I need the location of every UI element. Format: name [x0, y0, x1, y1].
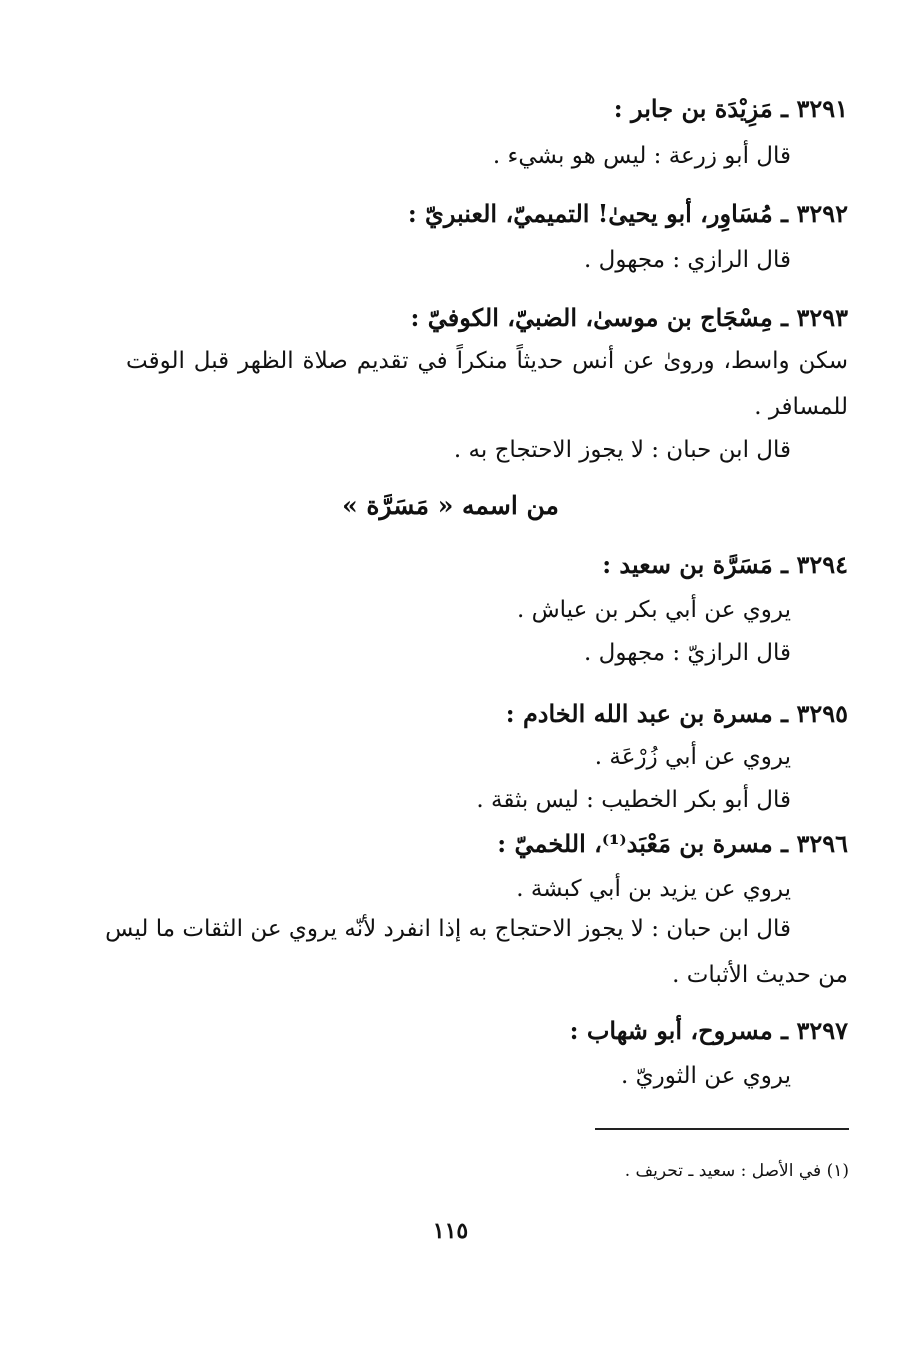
entry-3295-line-2: قال أبو بكر الخطيب : ليس بثقة .: [476, 787, 791, 813]
entry-3293-line-3: قال ابن حبان : لا يجوز الاحتجاج به .: [453, 437, 791, 463]
entry-3296-heading: ٣٢٩٦ ـ مسرة بن مَعْبَد⁽¹⁾، اللخميّ :: [497, 829, 848, 858]
entry-3293-heading: ٣٢٩٣ ـ مِسْجَاج بن موسىٰ، الضبيّ، الكوفيّ :: [410, 303, 848, 332]
entry-3296-line-3: من حديث الأثبات .: [672, 962, 848, 988]
entry-3294-line-2: قال الرازيّ : مجهول .: [584, 640, 791, 666]
entry-3295-line-1: يروي عن أبي زُرْعَة .: [594, 744, 791, 770]
entry-3292-heading: ٣٢٩٢ ـ مُسَاوِر، أبو يحيىٰ! التميميّ، العنبريّ :: [407, 199, 848, 228]
entry-3297-line-1: يروي عن الثوريّ .: [620, 1063, 791, 1089]
entry-3291-heading: ٣٢٩١ ـ مَزِيْدَة بن جابر :: [613, 94, 848, 123]
entry-3296-line-1: يروي عن يزيد بن أبي كبشة .: [516, 876, 791, 902]
entry-3294-heading: ٣٢٩٤ ـ مَسَرَّة بن سعيد :: [602, 550, 848, 579]
footnote: (١) في الأصل : سعيد ـ تحريف .: [624, 1161, 849, 1181]
entry-3296-line-2: قال ابن حبان : لا يجوز الاحتجاج به إذا انفرد لأنّه يروي عن الثقات ما ليس: [105, 916, 791, 942]
page-number: ١١٥: [432, 1218, 469, 1244]
entry-3294-line-1: يروي عن أبي بكر بن عياش .: [516, 597, 791, 623]
entry-3293-line-2: للمسافر .: [754, 394, 848, 420]
entry-3297-heading: ٣٢٩٧ ـ مسروح، أبو شهاب :: [569, 1016, 848, 1045]
entry-3295-heading: ٣٢٩٥ ـ مسرة بن عبد الله الخادم :: [505, 699, 848, 728]
entry-3292-line-1: قال الرازي : مجهول .: [584, 247, 791, 273]
footnote-divider: [595, 1128, 849, 1130]
section-title: من اسمه « مَسَرَّة »: [342, 491, 559, 520]
entry-3291-line-1: قال أبو زرعة : ليس هو بشيء .: [492, 143, 791, 169]
entry-3293-line-1: سكن واسط، وروىٰ عن أنس حديثاً منكراً في تقديم صلاة الظهر قبل الوقت: [126, 348, 848, 374]
